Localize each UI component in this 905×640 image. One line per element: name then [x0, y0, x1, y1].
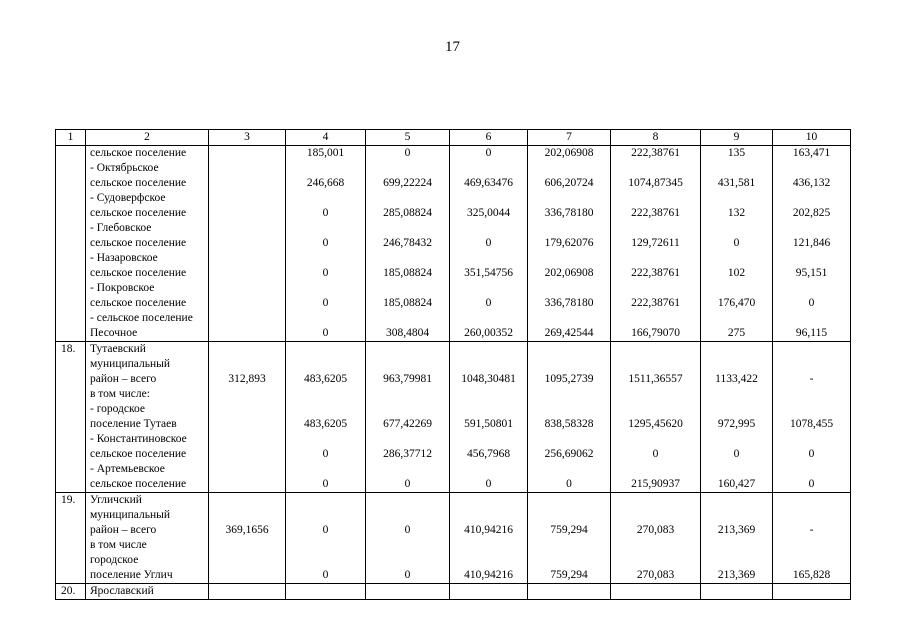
- value-cell: 166,79070: [611, 311, 701, 342]
- cell-line: 483,6205: [303, 418, 348, 430]
- settlement-name: - Назаровское сельское поселение: [86, 251, 209, 281]
- cell-line: [288, 508, 363, 523]
- cell-line: [530, 538, 608, 553]
- cell-stack: [368, 493, 447, 583]
- cell-line: [775, 538, 848, 553]
- cell-line: [775, 432, 848, 447]
- column-header: 10: [773, 130, 851, 146]
- value-cell: 469,63476: [450, 161, 528, 191]
- district-name-line: Угличский: [90, 494, 142, 506]
- cell-line: 759,294: [550, 524, 588, 536]
- page-number: 17: [445, 39, 460, 55]
- district-name-line: сельское поселение: [90, 478, 187, 490]
- cell-line: [368, 538, 447, 553]
- cell-line: [452, 493, 525, 508]
- cell-line: 160,427: [717, 478, 756, 490]
- district-row-uglich: [56, 493, 851, 584]
- cell-line: [530, 387, 608, 402]
- data-table: [55, 129, 851, 600]
- cell-line: [288, 387, 363, 402]
- value-cell: 436,132: [773, 161, 851, 191]
- district-name-line: - Константиновское: [90, 433, 187, 445]
- column-header: 1: [56, 130, 86, 146]
- cell-line: 0: [322, 448, 329, 460]
- row-number: 20.: [56, 584, 86, 600]
- cell-line: [775, 342, 848, 357]
- value-cell: [528, 342, 611, 493]
- cell-line: 0: [808, 478, 815, 490]
- district-name-line: городское: [90, 554, 139, 566]
- cell-line: [703, 462, 770, 477]
- row-number: [56, 161, 86, 191]
- cell-line: [703, 508, 770, 523]
- value-cell: [209, 584, 286, 600]
- column-header: 7: [528, 130, 611, 146]
- cell-line: 312,893: [228, 373, 266, 385]
- district-name-line: Тутаевский: [90, 343, 146, 355]
- cell-line: [211, 553, 283, 568]
- cell-stack: [452, 342, 525, 492]
- row-number: [56, 146, 86, 162]
- cell-line: [703, 342, 770, 357]
- cell-line: [288, 402, 363, 417]
- value-cell: [450, 493, 528, 584]
- column-header: 2: [86, 130, 209, 146]
- cell-line: [775, 402, 848, 417]
- cell-line: [775, 553, 848, 568]
- cell-line: 215,90937: [631, 478, 680, 490]
- district-name: [86, 342, 209, 493]
- district-row-yaroslavl: [56, 584, 851, 600]
- column-header: 4: [286, 130, 366, 146]
- cell-line: 410,94216: [464, 524, 513, 536]
- table-row: [56, 251, 851, 281]
- value-cell: 0: [286, 191, 366, 221]
- value-cell: 351,54756: [450, 251, 528, 281]
- cell-line: [211, 342, 283, 357]
- value-cell: [773, 342, 851, 493]
- district-name: Ярославский: [86, 584, 209, 600]
- cell-line: [211, 402, 283, 417]
- cell-line: [368, 432, 447, 447]
- district-name-line: сельское поселение: [90, 448, 187, 460]
- cell-line: [775, 387, 848, 402]
- cell-line: [452, 432, 525, 447]
- table-cell: [209, 191, 286, 221]
- cell-line: 213,369: [717, 524, 756, 536]
- value-cell: [366, 584, 450, 600]
- district-name-line: район – всего: [90, 373, 157, 385]
- value-cell: 202,825: [773, 191, 851, 221]
- value-cell: [611, 584, 701, 600]
- value-cell: 606,20724: [528, 161, 611, 191]
- value-cell: 275: [701, 311, 773, 342]
- cell-stack: [211, 342, 283, 492]
- value-cell: 0: [450, 146, 528, 162]
- table-row: [56, 146, 851, 162]
- row-number: [56, 251, 86, 281]
- cell-line: [775, 493, 848, 508]
- column-header: 9: [701, 130, 773, 146]
- cell-line: [703, 387, 770, 402]
- table-row: [56, 191, 851, 221]
- value-cell: 0: [286, 311, 366, 342]
- cell-line: [613, 538, 698, 553]
- district-name-line: в том числе: [90, 539, 147, 551]
- value-cell: 132: [701, 191, 773, 221]
- cell-line: 0: [733, 448, 740, 460]
- cell-line: 256,69062: [544, 448, 594, 460]
- cell-line: [452, 342, 525, 357]
- cell-line: 677,42269: [383, 418, 432, 430]
- cell-line: 483,6205: [303, 373, 348, 385]
- total-cell: [209, 493, 286, 584]
- cell-line: [452, 553, 525, 568]
- cell-line: [613, 432, 698, 447]
- cell-line: [613, 357, 698, 372]
- cell-line: [211, 387, 283, 402]
- value-cell: 95,151: [773, 251, 851, 281]
- cell-line: [288, 462, 363, 477]
- value-cell: 0: [366, 146, 450, 162]
- value-cell: 0: [450, 281, 528, 311]
- value-cell: 0: [286, 221, 366, 251]
- settlement-name: - Октябрьское сельское поселение: [86, 161, 209, 191]
- value-cell: [366, 493, 450, 584]
- cell-line: [775, 508, 848, 523]
- settlement-name: - Судоверфское сельское поселение: [86, 191, 209, 221]
- cell-line: [703, 432, 770, 447]
- district-name-line: муниципальный: [90, 358, 171, 370]
- cell-line: [368, 357, 447, 372]
- value-cell: 0: [773, 281, 851, 311]
- cell-line: [613, 462, 698, 477]
- value-cell: 202,06908: [528, 146, 611, 162]
- value-cell: [701, 584, 773, 600]
- column-header: 8: [611, 130, 701, 146]
- cell-line: [703, 538, 770, 553]
- cell-line: [452, 387, 525, 402]
- cell-stack: [530, 493, 608, 583]
- value-cell: 0: [286, 281, 366, 311]
- table-cell: [209, 311, 286, 342]
- cell-line: [703, 493, 770, 508]
- cell-line: 410,94216: [464, 569, 513, 581]
- value-cell: [450, 342, 528, 493]
- value-cell: 0: [450, 221, 528, 251]
- cell-stack: [288, 493, 363, 583]
- cell-line: [530, 493, 608, 508]
- value-cell: [773, 584, 851, 600]
- cell-line: 0: [652, 448, 659, 460]
- value-cell: 135: [701, 146, 773, 162]
- cell-line: [452, 357, 525, 372]
- value-cell: 121,846: [773, 221, 851, 251]
- cell-line: 0: [322, 478, 329, 490]
- cell-line: 165,828: [792, 569, 831, 581]
- cell-line: [288, 432, 363, 447]
- cell-line: [613, 553, 698, 568]
- settlement-name: - сельское поселение Песочное: [86, 311, 209, 342]
- table-row: [56, 221, 851, 251]
- cell-line: 1511,36557: [628, 373, 683, 385]
- cell-line: [368, 342, 447, 357]
- cell-line: 0: [322, 524, 329, 536]
- cell-stack: [775, 342, 848, 492]
- cell-line: [613, 342, 698, 357]
- value-cell: 179,62076: [528, 221, 611, 251]
- cell-line: [530, 357, 608, 372]
- total-cell: [209, 342, 286, 493]
- value-cell: 1074,87345: [611, 161, 701, 191]
- cell-stack: [703, 342, 770, 492]
- value-cell: [773, 493, 851, 584]
- value-cell: 699,22224: [366, 161, 450, 191]
- cell-line: [613, 387, 698, 402]
- value-cell: [286, 493, 366, 584]
- cell-line: 0: [322, 569, 329, 581]
- cell-line: [703, 402, 770, 417]
- row-number: 18.: [56, 342, 86, 493]
- row-number: 19.: [56, 493, 86, 584]
- cell-line: 456,7968: [466, 448, 511, 460]
- value-cell: [286, 342, 366, 493]
- column-header: 5: [366, 130, 450, 146]
- cell-line: [368, 387, 447, 402]
- value-cell: 129,72611: [611, 221, 701, 251]
- cell-line: [288, 357, 363, 372]
- value-cell: 163,471: [773, 146, 851, 162]
- district-name-line: муниципальный: [90, 509, 171, 521]
- cell-line: [775, 462, 848, 477]
- value-cell: 202,06908: [528, 251, 611, 281]
- cell-line: 1095,2739: [544, 373, 594, 385]
- row-number: [56, 281, 86, 311]
- row-number: [56, 221, 86, 251]
- cell-line: 0: [485, 478, 492, 490]
- cell-line: [368, 553, 447, 568]
- value-cell: [701, 342, 773, 493]
- table-cell: [209, 221, 286, 251]
- cell-line: 213,369: [717, 569, 756, 581]
- value-cell: 222,38761: [611, 146, 701, 162]
- cell-line: -: [809, 524, 814, 536]
- value-cell: 185,08824: [366, 281, 450, 311]
- district-name-line: - Артемьевское: [90, 463, 165, 475]
- cell-stack: [368, 342, 447, 492]
- cell-line: 286,37712: [383, 448, 432, 460]
- value-cell: 285,08824: [366, 191, 450, 221]
- value-cell: 246,78432: [366, 221, 450, 251]
- cell-line: [288, 493, 363, 508]
- table-row: [56, 311, 851, 342]
- cell-line: [775, 357, 848, 372]
- value-cell: 185,08824: [366, 251, 450, 281]
- value-cell: 260,00352: [450, 311, 528, 342]
- cell-line: [530, 508, 608, 523]
- cell-line: 0: [808, 448, 815, 460]
- district-name-line: в том числе:: [90, 388, 150, 400]
- settlement-name: - Покровское сельское поселение: [86, 281, 209, 311]
- value-cell: [450, 584, 528, 600]
- cell-line: [368, 493, 447, 508]
- value-cell: 222,38761: [611, 281, 701, 311]
- cell-line: 369,1656: [225, 524, 269, 536]
- cell-line: [530, 553, 608, 568]
- column-number-row: [56, 130, 851, 146]
- cell-line: [288, 553, 363, 568]
- cell-line: [211, 447, 283, 462]
- value-cell: 269,42544: [528, 311, 611, 342]
- cell-stack: [613, 342, 698, 492]
- cell-stack: [452, 493, 525, 583]
- value-cell: 0: [701, 221, 773, 251]
- value-cell: 222,38761: [611, 251, 701, 281]
- district-row-tutaev: [56, 342, 851, 493]
- cell-line: [530, 342, 608, 357]
- value-cell: 102: [701, 251, 773, 281]
- district-name-line: - городское: [90, 403, 146, 415]
- value-cell: [528, 493, 611, 584]
- cell-line: [613, 402, 698, 417]
- cell-line: [211, 477, 283, 492]
- value-cell: [528, 584, 611, 600]
- cell-line: 0: [404, 524, 411, 536]
- cell-stack: [613, 493, 698, 583]
- cell-stack: [288, 342, 363, 492]
- cell-line: [530, 402, 608, 417]
- cell-line: 0: [404, 478, 411, 490]
- cell-stack: [775, 493, 848, 583]
- cell-line: [288, 538, 363, 553]
- cell-line: 270,083: [636, 524, 675, 536]
- value-cell: 185,001: [286, 146, 366, 162]
- value-cell: 431,581: [701, 161, 773, 191]
- cell-line: [452, 402, 525, 417]
- value-cell: 336,78180: [528, 191, 611, 221]
- cell-line: [368, 508, 447, 523]
- table-body: [56, 130, 851, 600]
- table-row: [56, 281, 851, 311]
- cell-line: 591,50801: [464, 418, 513, 430]
- cell-stack: [211, 493, 283, 583]
- cell-line: [452, 462, 525, 477]
- column-header: 3: [209, 130, 286, 146]
- value-cell: 308,4804: [366, 311, 450, 342]
- table-row: [56, 161, 851, 191]
- value-cell: 246,668: [286, 161, 366, 191]
- cell-line: 759,294: [550, 569, 588, 581]
- cell-line: [211, 568, 283, 583]
- cell-line: 963,79981: [383, 373, 432, 385]
- settlement-name: - Глебовское сельское поселение: [86, 221, 209, 251]
- cell-line: [452, 508, 525, 523]
- cell-line: [211, 357, 283, 372]
- cell-line: 270,083: [636, 569, 675, 581]
- cell-line: [530, 432, 608, 447]
- cell-line: [211, 432, 283, 447]
- column-header: 6: [450, 130, 528, 146]
- row-number: [56, 311, 86, 342]
- table-cell: [209, 251, 286, 281]
- cell-line: 838,58328: [544, 418, 594, 430]
- cell-line: [452, 538, 525, 553]
- cell-line: [703, 553, 770, 568]
- table-cell: [209, 281, 286, 311]
- cell-line: [211, 538, 283, 553]
- value-cell: 222,38761: [611, 191, 701, 221]
- cell-line: [288, 342, 363, 357]
- cell-line: 0: [404, 569, 411, 581]
- cell-line: 0: [566, 478, 572, 490]
- value-cell: [286, 584, 366, 600]
- cell-line: [368, 402, 447, 417]
- value-cell: [701, 493, 773, 584]
- table-cell: [209, 161, 286, 191]
- district-name-line: поселение Тутаев: [90, 418, 177, 430]
- cell-line: [613, 493, 698, 508]
- value-cell: [611, 493, 701, 584]
- settlement-name: сельское поселение: [86, 146, 209, 162]
- district-name: [86, 493, 209, 584]
- cell-line: [211, 462, 283, 477]
- district-name-line: район – всего: [90, 524, 157, 536]
- value-cell: [366, 342, 450, 493]
- value-cell: [611, 342, 701, 493]
- cell-line: [211, 417, 283, 432]
- value-cell: 176,470: [701, 281, 773, 311]
- cell-line: [613, 508, 698, 523]
- cell-line: 1048,30481: [461, 373, 516, 385]
- table-cell: [209, 146, 286, 162]
- cell-line: [368, 462, 447, 477]
- cell-stack: [703, 493, 770, 583]
- cell-line: 1078,455: [789, 418, 834, 430]
- cell-line: [530, 462, 608, 477]
- cell-stack: [530, 342, 608, 492]
- district-name-line: поселение Углич: [90, 569, 173, 581]
- row-number: [56, 191, 86, 221]
- value-cell: 336,78180: [528, 281, 611, 311]
- value-cell: 96,115: [773, 311, 851, 342]
- value-cell: 0: [286, 251, 366, 281]
- cell-line: [703, 357, 770, 372]
- cell-line: [211, 493, 283, 508]
- cell-line: [211, 508, 283, 523]
- cell-line: 1133,422: [715, 373, 758, 385]
- cell-line: 972,995: [717, 418, 756, 430]
- value-cell: 325,0044: [450, 191, 528, 221]
- cell-line: 1295,45620: [628, 418, 683, 430]
- cell-line: -: [809, 373, 814, 385]
